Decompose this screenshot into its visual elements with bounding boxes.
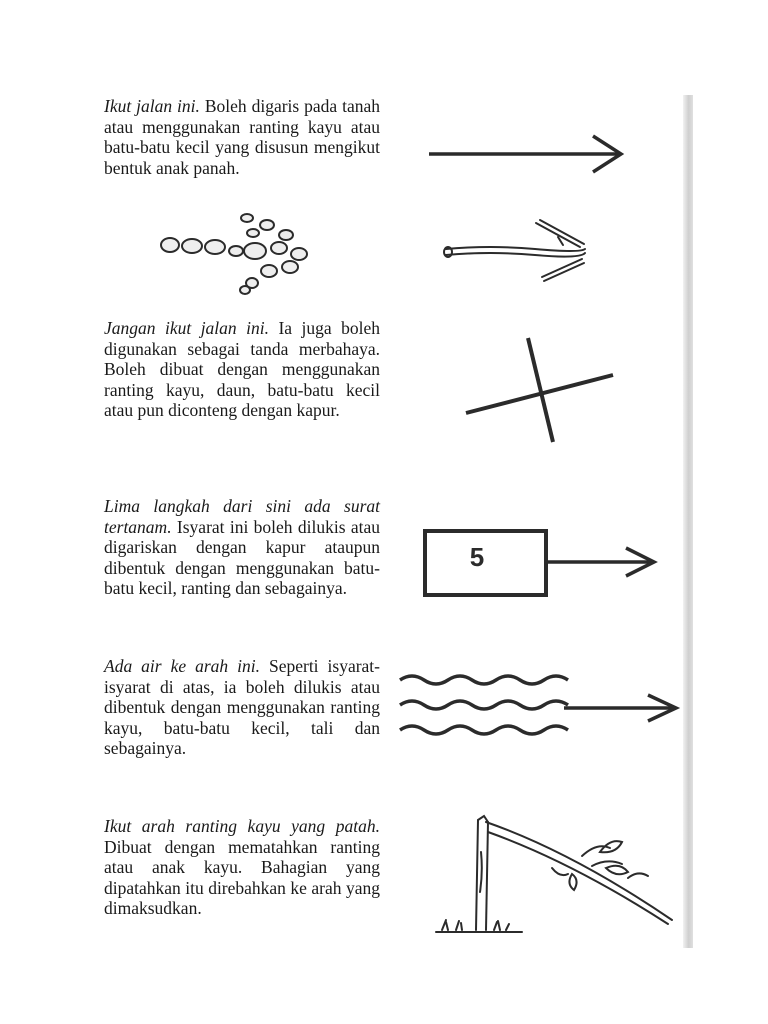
box-arrow-icon (420, 526, 665, 601)
sign-description (104, 816, 380, 919)
sign-body: Dibuat dengan mematahkan ranting atau anak kayu. Bahagian yang dipatahkan itu direbahkan ke arah yang dimaksudkan. (104, 836, 380, 918)
sign-body: Ia juga boleh digunakan sebagai tanda merbahaya. Boleh dibuat dengan menggunakan ranting kayu, daun, batu-batu kecil atau pun diconteng dengan kapur. (104, 318, 380, 420)
box-number-label: 5 (469, 542, 485, 572)
arrow-icon (425, 132, 630, 176)
sign-title: Ikut arah ranting kayu yang patah. (104, 816, 380, 836)
sign-body: Seperti isyarat-isyarat di atas, ia boleh dilukis atau dibentuk dengan menggunakan ranting kayu, batu-batu kecil, tali dan sebagainya. (104, 656, 380, 758)
sign-section-letter-buried (104, 496, 380, 599)
sign-title: Ada air ke arah ini. (104, 656, 260, 676)
sign-description (104, 318, 380, 421)
pebble-arrow-icon (155, 210, 320, 300)
page-edge-shadow (683, 95, 693, 948)
sign-title: Jangan ikut jalan ini. (104, 318, 269, 338)
sign-section-do-not-follow (104, 318, 380, 421)
sign-description (104, 656, 380, 759)
stick-arrow-icon (440, 215, 595, 285)
broken-branch-icon (432, 812, 677, 937)
sign-section-broken-branch (104, 816, 380, 919)
arrow-icon (564, 695, 676, 721)
sign-title: Lima langkah dari sini ada surat tertanam. (104, 496, 380, 537)
cross-icon (460, 336, 620, 446)
sign-description (104, 496, 380, 599)
sign-section-follow-path (104, 96, 380, 178)
water-waves-icon (396, 668, 686, 743)
sign-body: Boleh digaris pada tanah atau menggunakan ranting kayu atau batu-batu kecil yang disusun mengikut bentuk anak panah. (104, 96, 381, 178)
sign-description (104, 96, 380, 178)
sign-title: Ikut jalan ini. (104, 96, 200, 116)
sign-body: Isyarat ini boleh dilukis atau digariskan dengan kapur ataupun dibentuk dengan menggunakan batu-batu kecil, ranting dan sebagainya. (104, 516, 381, 598)
sign-section-water (104, 656, 380, 759)
